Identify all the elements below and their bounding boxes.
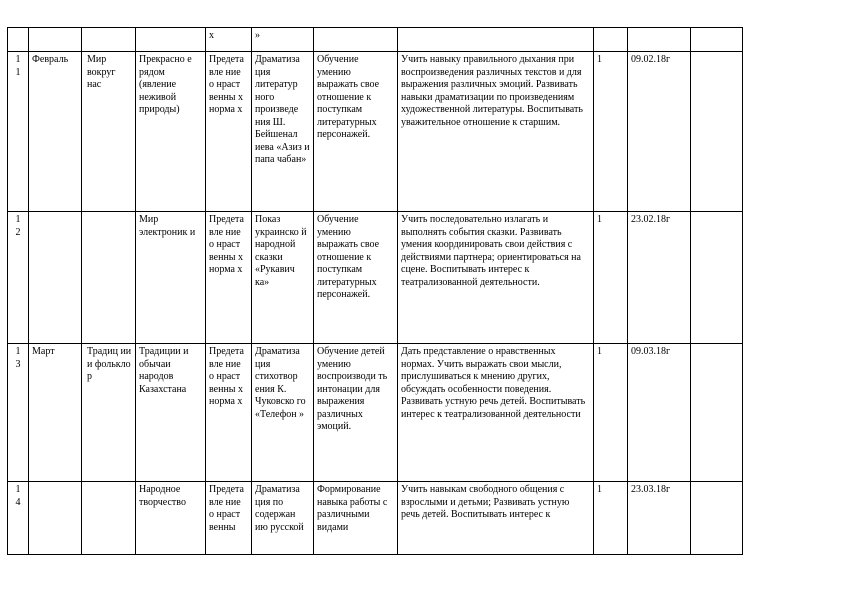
table-row — [8, 344, 743, 482]
goal-cell — [314, 28, 398, 52]
month-cell — [29, 212, 82, 344]
activity-cell: Показ украинско й народной сказки «Рукавич ка» — [252, 212, 314, 344]
topic-cell — [82, 482, 136, 555]
note-cell — [691, 52, 743, 212]
activity-cell: Драматиза ция по содержан ию русской — [252, 482, 314, 555]
lesson-plan-table — [7, 27, 743, 555]
activity-cell: Драматиза ция литератур ного произведе ния Ш. Бейшенал иева «Азиз и папа чабан» — [252, 52, 314, 212]
month-cell — [29, 28, 82, 52]
table-row — [8, 482, 743, 555]
row-number-cell: 1 3 — [8, 344, 29, 482]
section-cell: Предетавле ние о нраст венны х норма х — [206, 212, 252, 344]
tasks-cell — [398, 28, 594, 52]
note-cell — [691, 28, 743, 52]
date-cell: 09.03.18г — [628, 344, 691, 482]
tasks-cell: Учить навыкам свободного общения с взрослыми и детьми; Развивать устную речь детей. Воспитывать интерес к — [398, 482, 594, 555]
topic-cell: Традиц ии и фолькло р — [82, 344, 136, 482]
table-row — [8, 52, 743, 212]
goal-cell: Обучение умению выражать свое отношение к поступкам литературных персонажей. — [314, 52, 398, 212]
activity-cell: Драматиза ция стихотвор ения К. Чуковско го «Телефон » — [252, 344, 314, 482]
theme-cell: Традиции и обычаи народов Казахстана — [136, 344, 206, 482]
note-cell — [691, 344, 743, 482]
topic-cell: Мир вокруг нас — [82, 52, 136, 212]
theme-cell — [136, 28, 206, 52]
hours-cell: 1 — [594, 344, 628, 482]
tasks-cell: Дать представление о нравственных нормах. Учить выражать свои мысли, прислушиваться к мнению других, обсуждать особенности поведения. Развивать устную речь детей. Воспитывать интерес к театрализованной деятельности — [398, 344, 594, 482]
activity-cell: » — [252, 28, 314, 52]
section-cell: х — [206, 28, 252, 52]
row-number-cell: 1 2 — [8, 212, 29, 344]
hours-cell: 1 — [594, 212, 628, 344]
month-cell: Февраль — [29, 52, 82, 212]
goal-cell: Обучение детей умению воспроизводи ть интонации для выражения различных эмоций. — [314, 344, 398, 482]
date-cell: 09.02.18г — [628, 52, 691, 212]
theme-cell: Мир электроник и — [136, 212, 206, 344]
goal-cell: Обучение умению выражать свое отношение к поступкам литературных персонажей. — [314, 212, 398, 344]
topic-cell — [82, 212, 136, 344]
row-number-cell — [8, 28, 29, 52]
goal-cell: Формирование навыка работы с различными видами — [314, 482, 398, 555]
tasks-cell: Учить последовательно излагать и выполнять события сказки. Развивать умения координировать свои действия с действиями партнера; ориентироваться на сцене. Воспитывать интерес к театрализованной деятельности. — [398, 212, 594, 344]
table-row — [8, 28, 743, 52]
row-number-cell: 1 1 — [8, 52, 29, 212]
hours-cell — [594, 28, 628, 52]
table-row — [8, 212, 743, 344]
date-cell: 23.02.18г — [628, 212, 691, 344]
note-cell — [691, 212, 743, 344]
note-cell — [691, 482, 743, 555]
tasks-cell: Учить навыку правильного дыхания при воспроизведения различных текстов и для выражения различных эмоций. Развивать навыки драматизации по произведениям художественной литературы. Воспитывать уважительное отношение к старшим. — [398, 52, 594, 212]
topic-cell — [82, 28, 136, 52]
theme-cell: Народное творчество — [136, 482, 206, 555]
row-number-cell: 1 4 — [8, 482, 29, 555]
hours-cell: 1 — [594, 482, 628, 555]
month-cell — [29, 482, 82, 555]
month-cell: Март — [29, 344, 82, 482]
section-cell: Предетавле ние о нраст венны х норма х — [206, 52, 252, 212]
section-cell: Предетавле ние о нраст венны х норма х — [206, 344, 252, 482]
section-cell: Предетавле ние о нраст венны — [206, 482, 252, 555]
date-cell — [628, 28, 691, 52]
date-cell: 23.03.18г — [628, 482, 691, 555]
theme-cell: Прекрасно е рядом (явление неживой природы) — [136, 52, 206, 212]
hours-cell: 1 — [594, 52, 628, 212]
